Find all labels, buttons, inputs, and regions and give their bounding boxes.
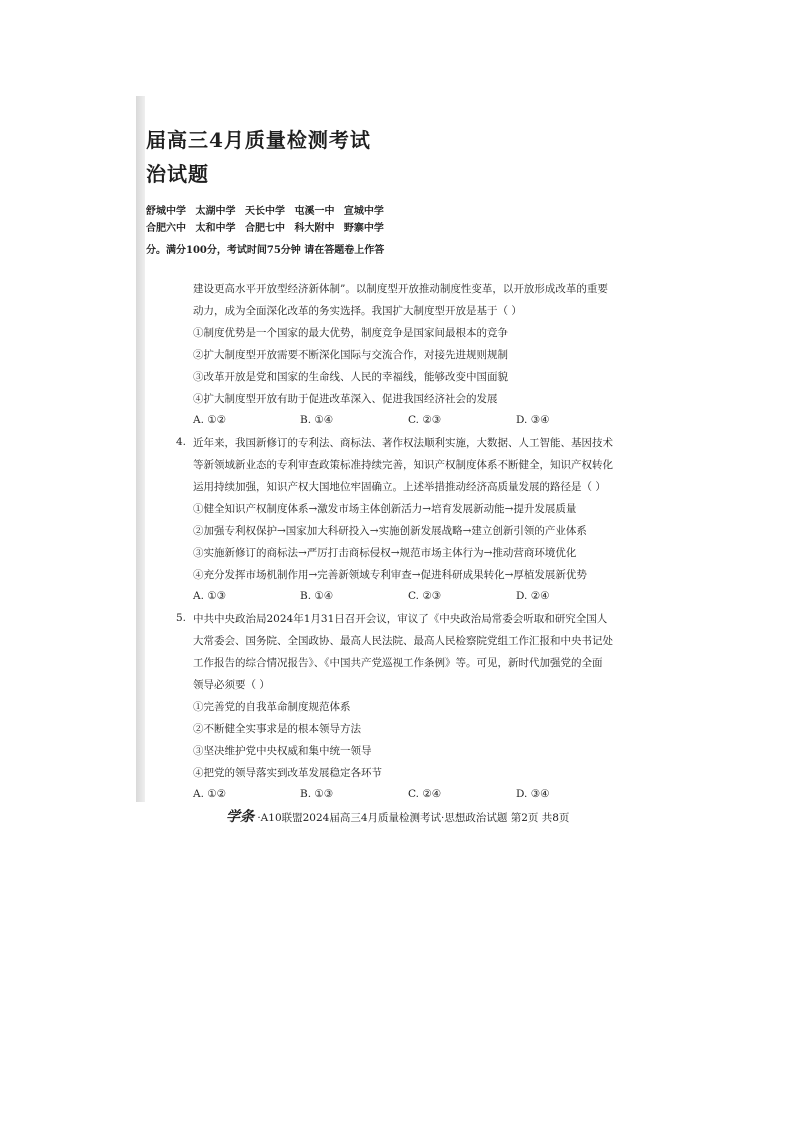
q5-line: ③坚决维护党中央权威和集中统一领导 [193, 745, 372, 757]
q5-option-a: A. ①② [193, 788, 227, 800]
q3-option-a: A. ①② [193, 414, 227, 426]
q5-number: 5. [176, 612, 187, 624]
q5-line: 大常委会、国务院、全国政协、最高人民法院、最高人民检察院党组工作汇报和中央书记处 [193, 635, 613, 647]
q3-option-b: B. ①④ [300, 414, 334, 426]
q3-option-d: D. ③④ [516, 414, 550, 426]
q3-line: ①制度优势是一个国家的最大优势，制度竞争是国家间最根本的竞争 [193, 327, 508, 339]
q4-line: ③实施新修订的商标法→严厉打击商标侵权→规范市场主体行为→推动营商环境优化 [193, 547, 577, 559]
q5-option-c: C. ②④ [408, 788, 442, 800]
q4-option-c: C. ②③ [408, 590, 442, 602]
school-list-row-2: 合肥六中 太和中学 合肥七中 科大附中 野寨中学 [146, 223, 384, 234]
q4-option-d: D. ②④ [516, 590, 550, 602]
q3-line: ③改革开放是党和国家的生命线、人民的幸福线，能够改变中国面貌 [193, 371, 508, 383]
q5-option-b: B. ①③ [300, 788, 334, 800]
q5-line: 工作报告的综合情况报告》、《中国共产党巡视工作条例》等。可见，新时代加强党的全面 [193, 657, 603, 669]
q4-line: ④充分发挥市场机制作用→完善新领域专利审查→促进科研成果转化→厚植发展新优势 [193, 569, 587, 581]
q4-line: ①健全知识产权制度体系→激发市场主体创新活力→培育发展新动能→提升发展质量 [193, 503, 577, 515]
page-footer [226, 806, 569, 826]
q3-line: ②扩大制度型开放需要不断深化国际与交流合作，对接先进规则规制 [193, 349, 508, 361]
exam-title: 届高三4月质量检测考试 [146, 128, 371, 152]
q4-line: ②加强专利权保护→国家加大科研投入→实施创新发展战略→建立创新引领的产业体系 [193, 525, 587, 537]
exam-subject-title: 治试题 [146, 162, 209, 186]
q4-line: 运用持续加强，知识产权大国地位牢固确立。上述举措推动经济高质量发展的路径是（ ） [193, 481, 606, 493]
q3-line: 建设更高水平开放型经济新体制”。以制度型开放推动制度性变革，以开放形成改革的重要 [193, 283, 608, 295]
q4-line: 近年来，我国新修订的专利法、商标法、著作权法顺利实施，大数据、人工智能、基因技术 [193, 437, 613, 449]
footer-text: ·A10联盟2024届高三4月质量检测考试·思想政治试题 第2页 共8页 [257, 812, 570, 824]
school-list-row-1: 舒城中学 太湖中学 天长中学 屯溪一中 宣城中学 [146, 206, 384, 217]
scan-edge [136, 96, 145, 802]
publisher-logo: 学条 [226, 809, 254, 825]
q5-line: 领导必须要（ ） [193, 679, 270, 691]
q4-option-b: B. ①④ [300, 590, 334, 602]
q3-line: 动力，成为全面深化改革的务实选择。我国扩大制度型开放是基于（ ） [193, 305, 522, 317]
q4-number: 4. [176, 436, 187, 448]
q5-line: 中共中央政治局2024年1月31日召开会议，审议了《中央政治局常委会听取和研究全国人 [193, 613, 608, 625]
q4-line: 等新领域新业态的专利审查政策标准持续完善，知识产权制度体系不断健全，知识产权转化 [193, 459, 613, 471]
q3-option-c: C. ②③ [408, 414, 442, 426]
exam-note: 分。满分100分，考试时间75分钟 请在答题卷上作答 [146, 245, 385, 256]
q5-line: ①完善党的自我革命制度规范体系 [193, 701, 351, 713]
q5-option-d: D. ③④ [516, 788, 550, 800]
q5-line: ②不断健全实事求是的根本领导方法 [193, 723, 361, 735]
q4-option-a: A. ①③ [193, 590, 227, 602]
q5-line: ④把党的领导落实到改革发展稳定各环节 [193, 767, 382, 779]
q3-line: ④扩大制度型开放有助于促进改革深入、促进我国经济社会的发展 [193, 393, 498, 405]
